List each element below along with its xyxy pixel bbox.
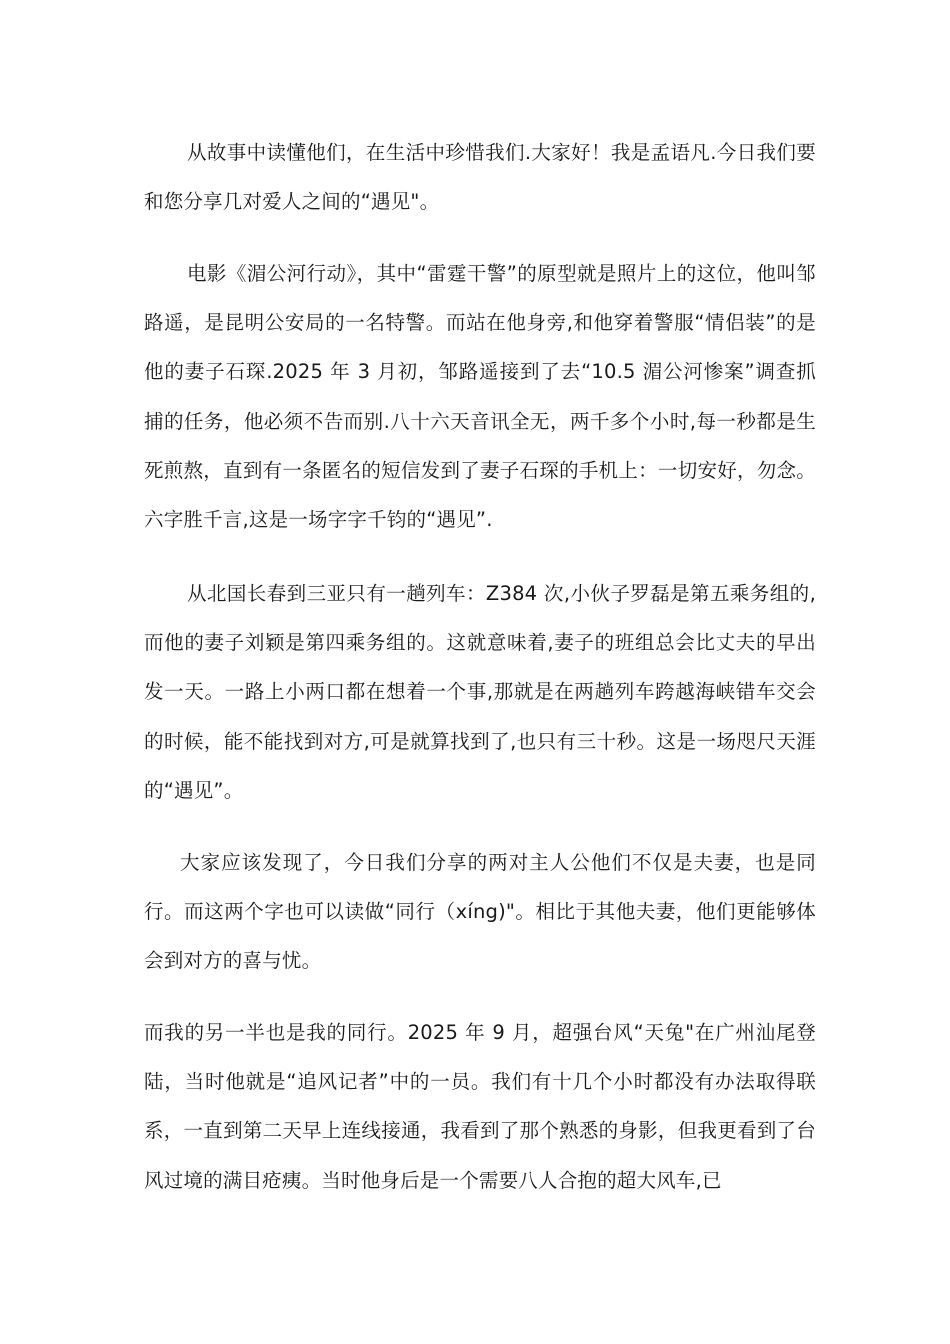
paragraph-typhoon-story: 而我的另一半也是我的同行。2025 年 9 月，超强台风“天兔"在广州汕尾登陆，当时他就是“追风记者”中的一员。我们有十几个小时都没有办法取得联系，一直到第二天早上连线接通，我看到了那个熟悉的身影，但我更看到了台风过境的满目疮痍。当时他身后是一个需要八人合抱的超大风车,已 bbox=[144, 1021, 816, 1192]
paragraph-train-story: 从北国长春到三亚只有一趟列车：Z384 次,小伙子罗磊是第五乘务组的,而他的妻子刘颖是第四乘务组的。这就意味着,妻子的班组总会比丈夫的早出发一天。一路上小两口都在想着一个事,那就是在两趟列车跨越海峡错车交会的时候，能不能找到对方,可是就算找到了,也只有三十秒。这是一场咫尺天涯的“遇见”。 bbox=[144, 582, 816, 802]
paragraph-mekong-story: 电影《湄公河行动》，其中“雷霆干警”的原型就是照片上的这位，他叫邹路遥，是昆明公安局的一名特警。而站在他身旁,和他穿着警服“情侣装”的是他的妻子石琛.2025 年 3 月初，邹路遥接到了去“10.5 湄公河惨案”调查抓捕的任务，他必须不告而别.八十六天音讯全无，两千多个小时,每一秒都是生死煎熬，直到有一条匿名的短信发到了妻子石琛的手机上：一切安好，勿念。六字胜千言,这是一场字字千钧的“遇见”. bbox=[144, 262, 816, 532]
paragraph-opening: 从故事中读懂他们，在生活中珍惜我们.大家好！我是孟语凡.今日我们要和您分享几对爱人之间的“遇见"。 bbox=[144, 141, 816, 214]
document-page bbox=[144, 0, 816, 1344]
paragraph-colleagues: 大家应该发现了，今日我们分享的两对主人公他们不仅是夫妻，也是同行。而这两个字也可以读做“同行（xíng)"。相比于其他夫妻，他们更能够体会到对方的喜与忧。 bbox=[144, 851, 816, 973]
